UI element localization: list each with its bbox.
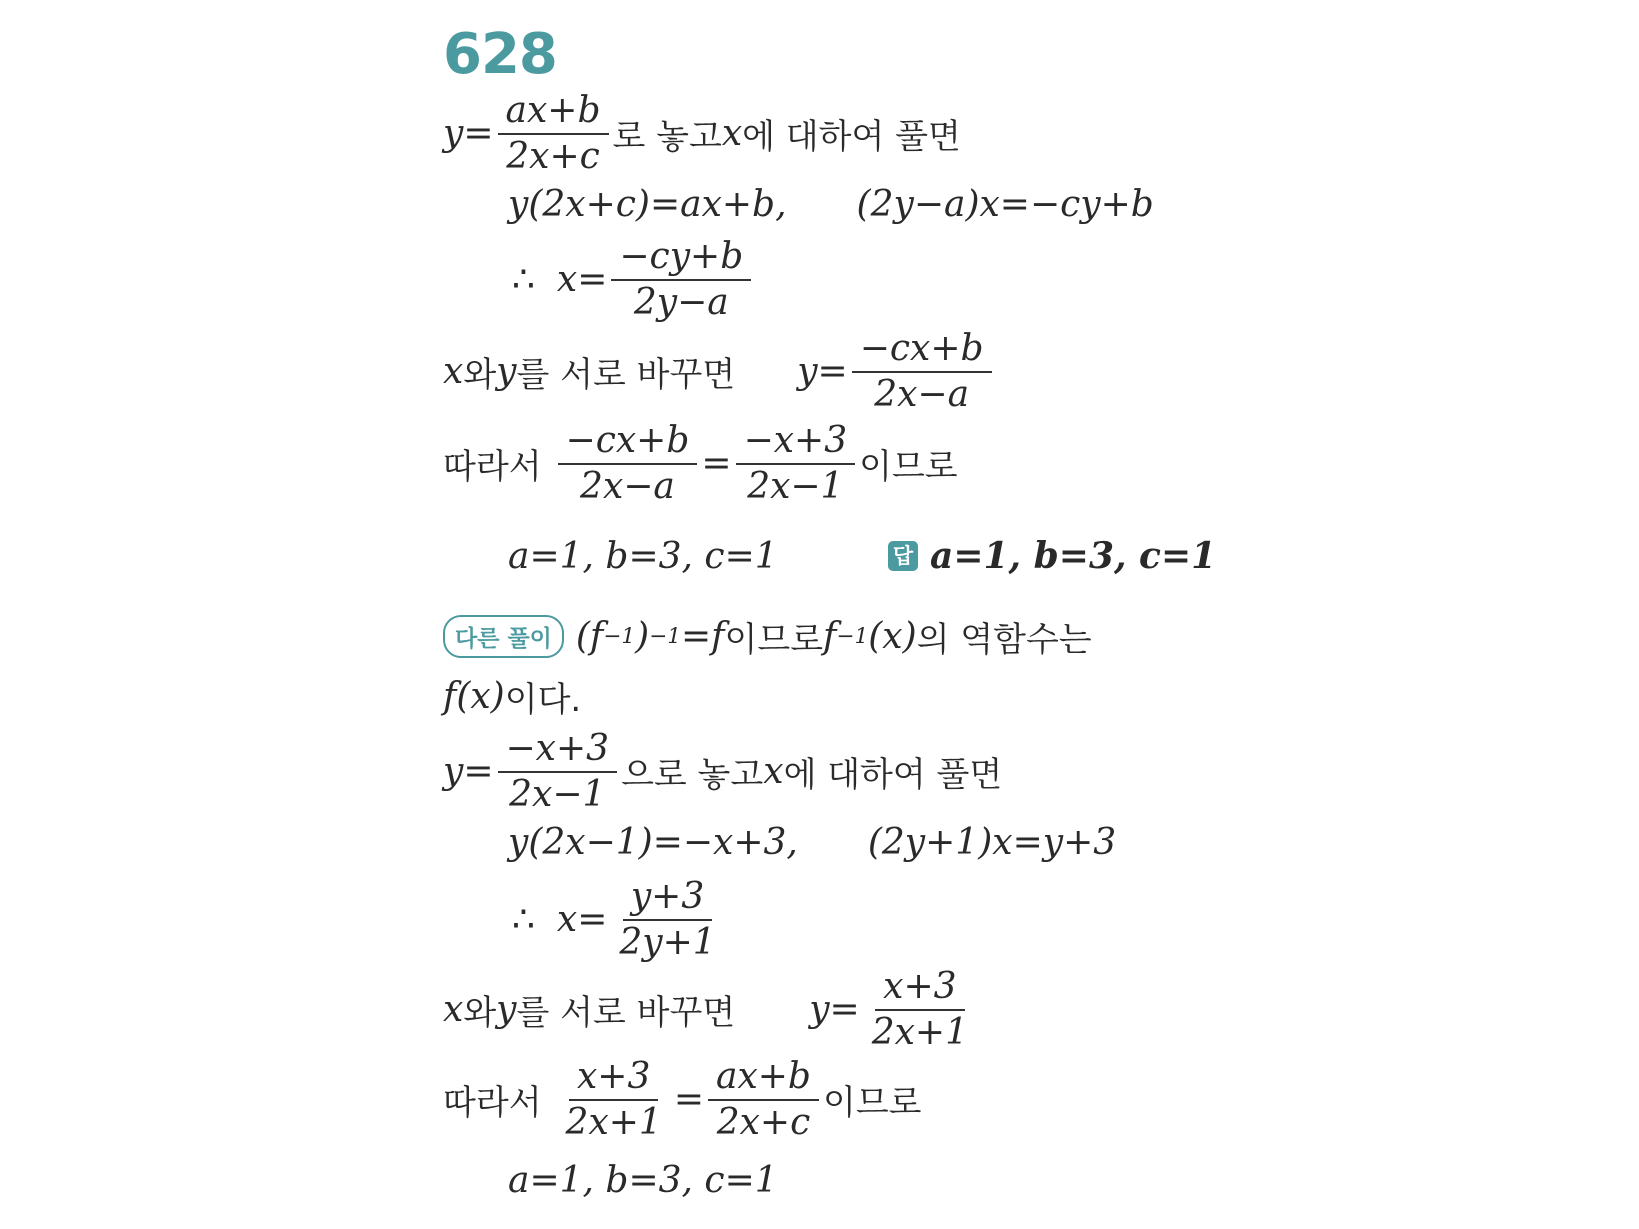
alt-line-2 xyxy=(443,672,581,721)
fraction-denominator: 2x+1 xyxy=(565,1101,662,1143)
therefore-symbol: ∴ xyxy=(512,899,535,941)
alt-line-3 xyxy=(443,730,1002,814)
alt-line-6-lhs: y= xyxy=(809,989,860,1031)
main-line-6 xyxy=(508,536,778,577)
main-line-2-left: y(2x+c)=ax+b, xyxy=(508,184,787,225)
alt-line-1-text2: 의 역함수는 xyxy=(916,620,1092,660)
fraction-denominator: 2x−a xyxy=(580,465,675,507)
alt-line-1-sup1: −1 xyxy=(603,624,636,649)
alt-line-7-label: 따라서 xyxy=(443,1083,542,1124)
alt-line-6-wa: 와 xyxy=(463,993,497,1034)
main-line-1-text-a: 로 놓고 xyxy=(612,117,722,158)
alt-line-8 xyxy=(508,1160,778,1201)
fraction-numerator: ax+b xyxy=(498,92,609,135)
fraction-numerator: −cx+b xyxy=(852,330,992,373)
alt-line-5 xyxy=(512,878,728,962)
alt-line-4 xyxy=(508,822,1116,863)
alt-line-1-arg: (x) xyxy=(868,616,917,657)
fraction-denominator: 2y+1 xyxy=(619,921,716,963)
alt-line-1-text1: 이므로 xyxy=(724,620,824,660)
alt-line-4-left: y(2x−1)=−x+3, xyxy=(508,822,798,863)
alt-line-6-text: 를 서로 바꾸면 xyxy=(516,993,736,1034)
fraction-numerator: x+3 xyxy=(569,1058,658,1101)
fraction-denominator: 2x−a xyxy=(874,373,970,415)
alt-line-7-equals: = xyxy=(673,1079,704,1121)
alt-line-5-lhs: x= xyxy=(556,899,608,941)
alt-line-1-mid: ) xyxy=(635,616,650,657)
alt-line-7-tail: 이므로 xyxy=(822,1083,922,1124)
problem-number: 628 xyxy=(443,22,557,87)
fraction-numerator: −x+3 xyxy=(498,730,618,773)
fraction-numerator: x+3 xyxy=(875,968,964,1011)
main-line-1 xyxy=(443,92,961,176)
main-line-4-lhs: y= xyxy=(797,351,848,393)
alt-line-6-x: x xyxy=(443,989,464,1031)
main-line-4-fraction xyxy=(852,330,992,414)
answer-value: a=1, b=3, c=1 xyxy=(930,535,1217,577)
alt-line-7 xyxy=(443,1058,922,1142)
main-line-5-fraction-left xyxy=(558,422,698,506)
alt-line-3-text-b: 에 대하여 풀면 xyxy=(783,755,1003,796)
main-line-1-text-b: 에 대하여 풀면 xyxy=(742,117,961,158)
alternative-solution-badge: 다른 풀이 xyxy=(443,615,564,658)
fraction-numerator: −x+3 xyxy=(736,422,856,465)
fraction-denominator: 2x+1 xyxy=(871,1011,968,1053)
fraction-denominator: 2y−a xyxy=(633,281,729,323)
alt-line-6 xyxy=(443,968,980,1052)
alt-line-2-text: 이다. xyxy=(504,680,582,720)
alt-line-6-fraction xyxy=(864,968,976,1052)
alt-line-1-sup3: −1 xyxy=(836,624,869,649)
main-line-1-fraction xyxy=(498,92,609,176)
main-line-2-right: (2y−a)x=−cy+b xyxy=(856,184,1154,225)
main-line-5-tail: 이므로 xyxy=(859,447,958,488)
alt-line-7-fraction-right xyxy=(708,1058,819,1142)
main-line-5-label: 따라서 xyxy=(443,447,542,488)
alt-line-1-f: f xyxy=(823,616,837,657)
fraction-numerator: ax+b xyxy=(708,1058,819,1101)
main-line-6-result: a=1, b=3, c=1 xyxy=(508,536,778,577)
alt-line-1-eq: =f xyxy=(681,616,725,657)
fraction-denominator: 2x−1 xyxy=(747,465,844,507)
fraction-numerator: −cx+b xyxy=(558,422,698,465)
main-line-5 xyxy=(443,422,958,506)
main-line-4 xyxy=(443,330,996,414)
alt-line-2-expr: f(x) xyxy=(443,676,505,717)
alt-line-3-lhs: y= xyxy=(443,751,494,793)
fraction-numerator: −cy+b xyxy=(611,238,751,281)
main-line-3 xyxy=(512,238,755,322)
alt-line-3-text-a: 으로 놓고 xyxy=(621,755,764,796)
answer-line xyxy=(888,535,1216,577)
alt-line-1 xyxy=(443,612,1092,661)
fraction-denominator: 2x+c xyxy=(506,135,600,177)
alt-line-3-fraction xyxy=(498,730,618,814)
alt-line-1-sup2: −1 xyxy=(649,624,681,649)
main-line-4-wa: 와 xyxy=(463,355,497,396)
fraction-denominator: 2x+c xyxy=(716,1101,811,1143)
alt-line-7-fraction-left xyxy=(558,1058,670,1142)
main-line-4-text: 를 서로 바꾸면 xyxy=(516,355,736,396)
answer-badge: 답 xyxy=(888,541,918,571)
fraction-numerator: y+3 xyxy=(623,878,712,921)
main-line-4-x: x xyxy=(443,351,464,393)
main-line-4-y: y xyxy=(496,351,517,393)
alt-line-6-y: y xyxy=(496,989,517,1031)
main-line-5-equals: = xyxy=(701,443,732,485)
alt-line-3-var: x xyxy=(763,751,784,793)
main-line-5-fraction-right xyxy=(736,422,856,506)
alt-line-8-result: a=1, b=3, c=1 xyxy=(508,1160,778,1201)
main-line-1-var: x xyxy=(721,113,743,155)
fraction-denominator: 2x−1 xyxy=(509,773,606,815)
alt-line-5-fraction xyxy=(611,878,723,962)
alt-line-1-expr: (f xyxy=(575,616,604,657)
main-line-3-lhs: x= xyxy=(556,259,608,301)
main-line-3-fraction xyxy=(611,238,751,322)
main-line-1-lhs: y= xyxy=(443,113,494,155)
main-line-2 xyxy=(508,184,1154,225)
alt-line-4-right: (2y+1)x=y+3 xyxy=(867,822,1117,863)
therefore-symbol: ∴ xyxy=(512,259,535,301)
